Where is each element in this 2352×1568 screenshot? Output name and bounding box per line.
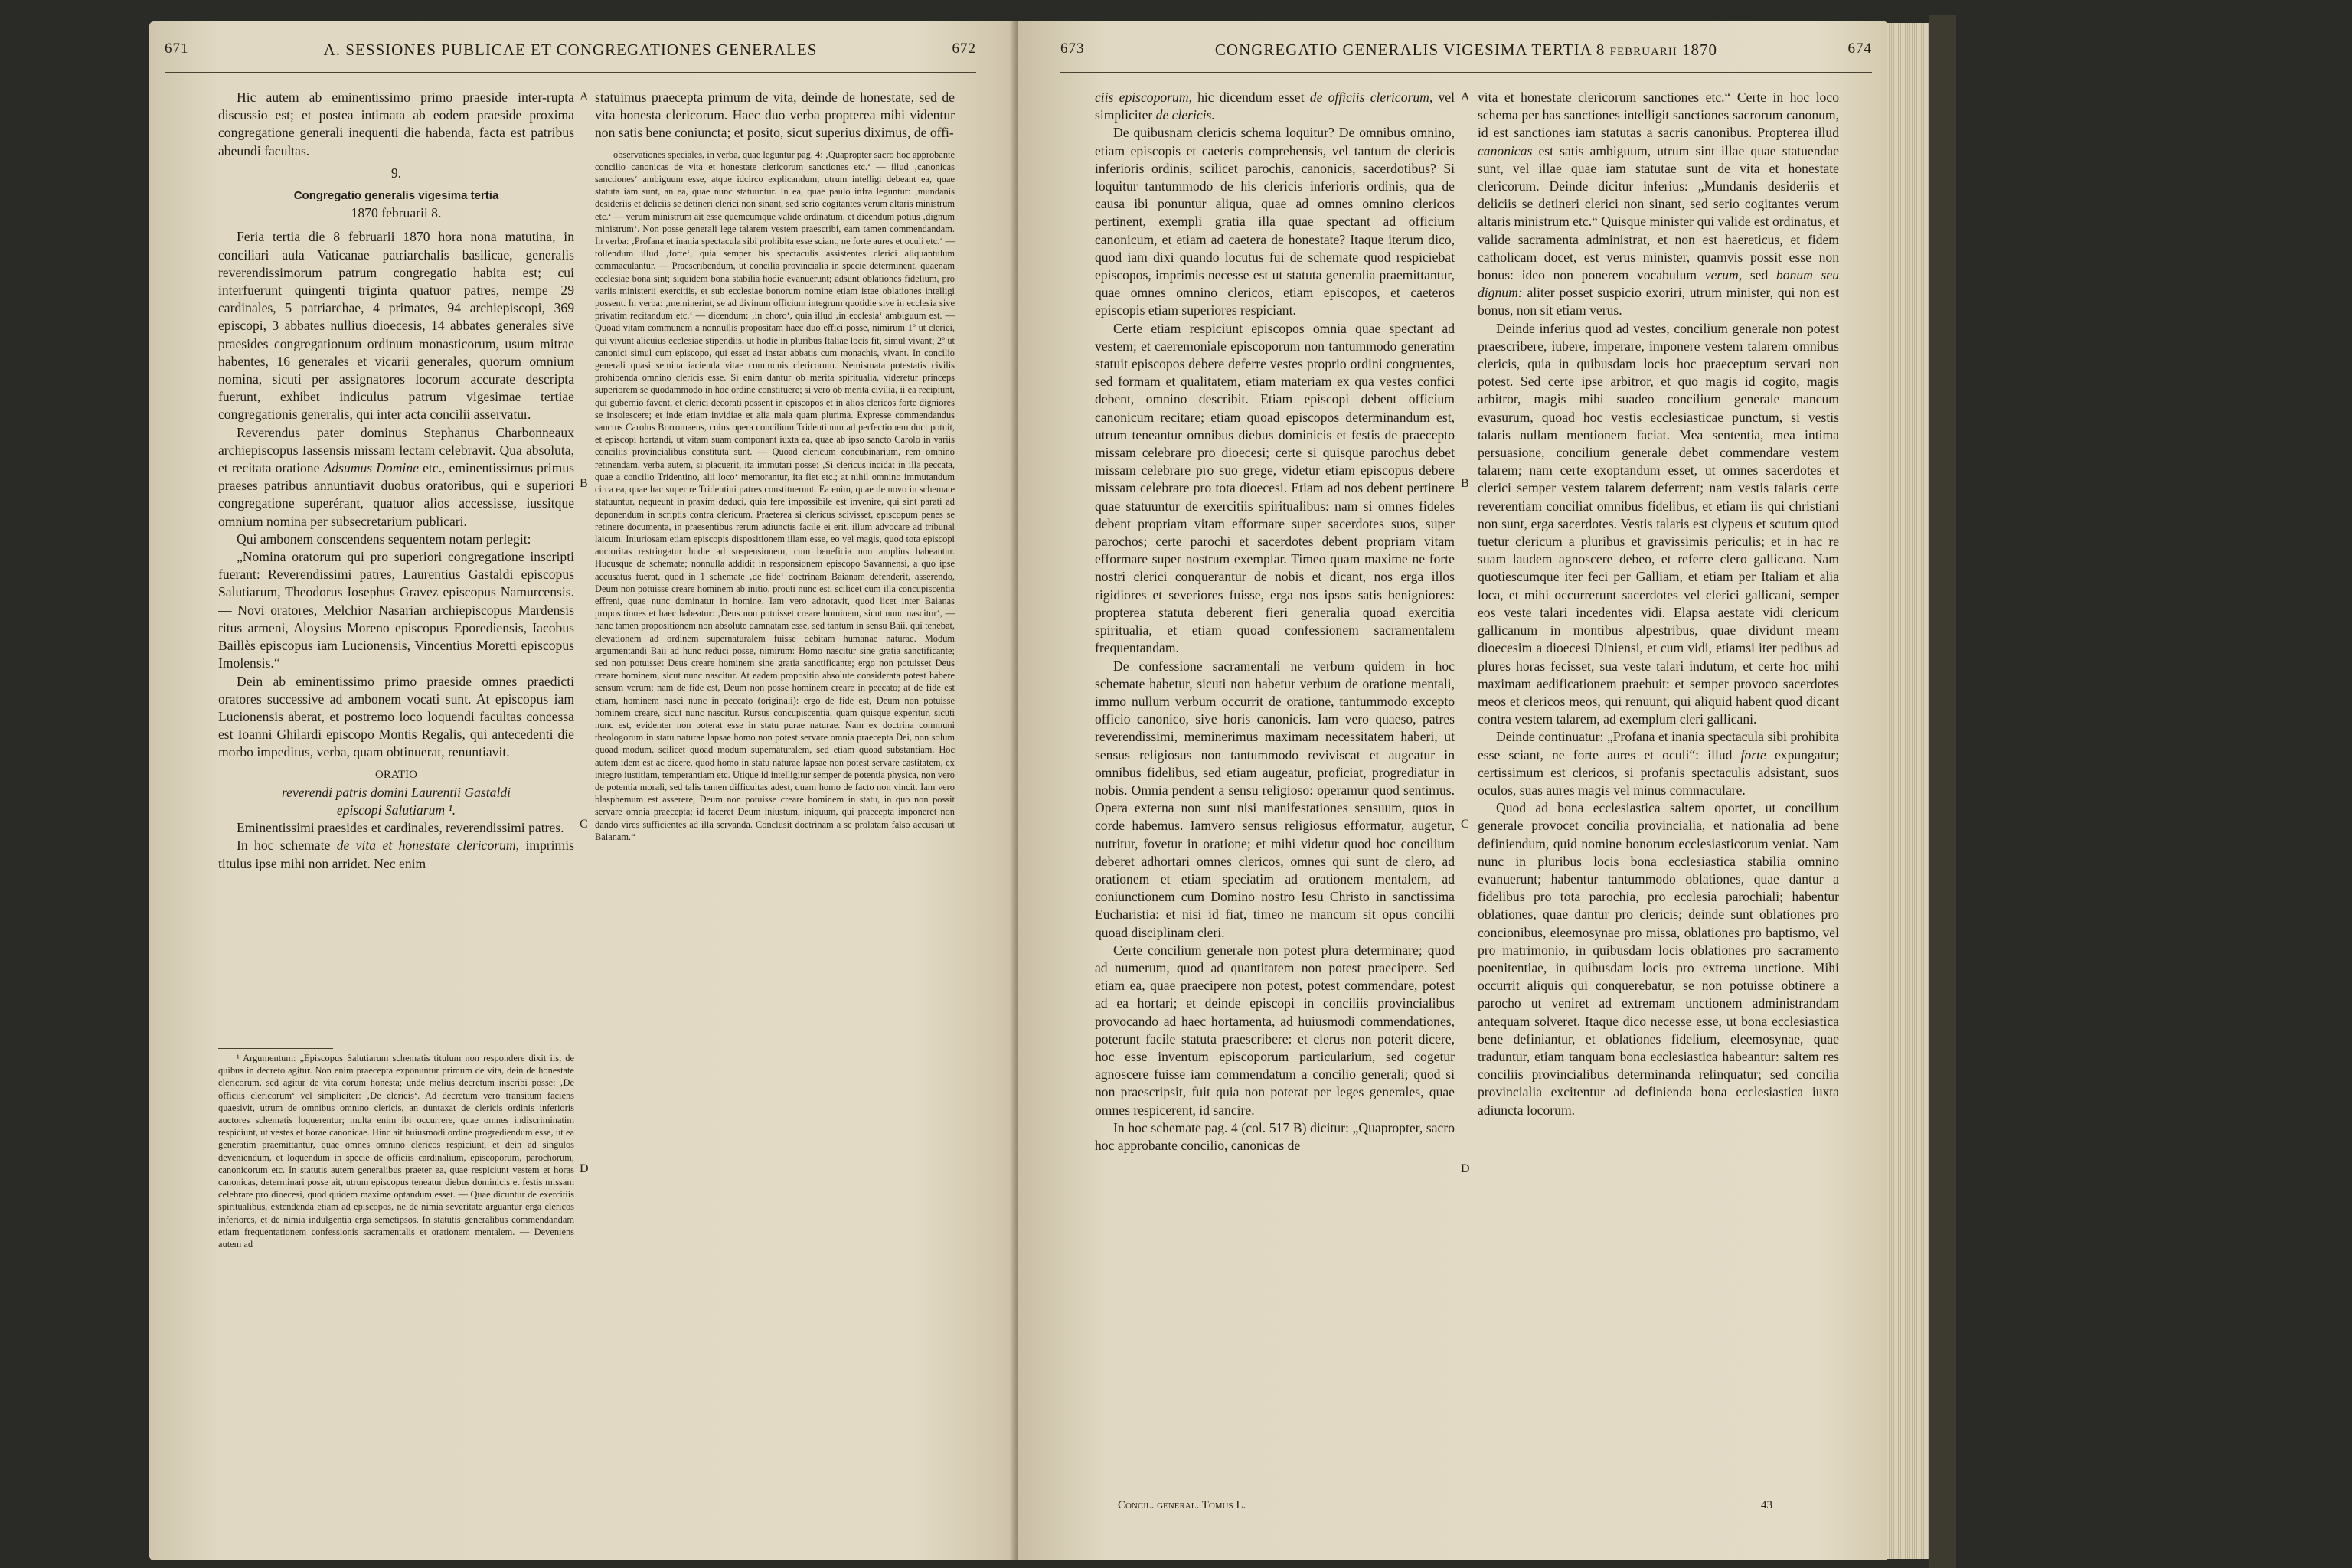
margin-mark-d: D xyxy=(1461,1162,1470,1175)
paragraph: Eminentissimi praesides et cardinales, reverendissimi patres. xyxy=(237,820,564,836)
paragraph: Qui ambonem conscendens sequentem notam perlegit: xyxy=(237,531,531,547)
margin-mark-c: C xyxy=(580,818,588,831)
footnote-text: ¹ Argumentum: „Episcopus Salutiarum schematis titulum non respondere dixit iis, de quibus in decreto agitur. Non enim praecepta exponuntur primum de vita, dein de honestate clericorum, sed agitur de vita eorum honesta; unde melius decretum inscribi posse: ‚De officiis clericorum‘ vel simpliciter: ‚De clericis‘. Ad decretum vero transitum faciens quaesivit, utrum de omnibus omnino clericis, an duntaxat de clericis ordinis inferioris auctores schematis loquerentur; multa enim ibi occurrere, quae omnes indiscriminatim respiciunt, ut vestes et horae canonicae. Hinc ait huiusmodi ordine progrediendum esse, ut ea generatim praemittantur, quae omnes omnino clericos respiciunt, et dein ad singulos deveniendum, et loquendum in specie de officiis cardinalium, episcoporum, parochorum, canonicorum etc. In statutis autem generalibus praeter ea, quae respiciunt vestem et horas canonicas, determinari posse ait, utrum episcopus teneatur diebus dominicis et festis missam celebrare pro dioecesi, quod quidem maxime optandum esset. — Quae dicuntur de exercitiis spiritualibus, extendenda etiam ad episcopos, ne de nimia severitate arguantur erga clericos inferiores, et de nimia indulgentia erga semetipsos. In statutis generalibus commendandam etiam frequentationem confessionis sacramentalis et orationem mentalem. — Deveniens autem ad xyxy=(218,1053,574,1250)
header-rule xyxy=(165,72,976,74)
right-page xyxy=(1018,21,1887,1560)
right-column-1 xyxy=(1095,89,1455,1505)
margin-mark-c: C xyxy=(1461,818,1469,831)
paragraph: Deinde continuatur: „Profana et inania spectacula sibi prohibita esse sciant, ne forte aures et oculi“: illud forte expungatur; certissimum est clericos, si profanis spectaculis adsistant, suos oculos, suas aures magis vel minus commaculare. xyxy=(1478,729,1839,798)
section-number: 9. xyxy=(390,165,402,181)
paragraph: De quibusnam clericis schema loquitur? De omnibus omnino, etiam episcopis et caeteris comprehensis, vel tantum de clericis inferioris ordinis, scilicet parochis, canonicis, sacerdotibus? Si loquitur tantummodo de his clericis inferioris ordinis, qua de causa ibi ponuntur aliqua, quae ad omnes omnino clericos pertinent, exempli gratia illa quae spectant ad officium canonicum, et etiam ad caetera de honestate? Itaque iterum dico, quod iam dixi quando locutus fui de schemate quod respiciebat episcopos, imprimis necesse est ut statuta generalia praemittantur, quae omnes omnino clericos, etiam episcopos, et caeteros episcopis etiam superiores respiciant. xyxy=(1095,125,1455,318)
intro-paragraph: Hic autem ab eminentissimo primo praeside inter-rupta discussio est; et postea intimata ab eodem praeside proxima congregatione generali inequenti die habenda, facta est patribus abeundi facultas. xyxy=(218,90,574,158)
footnote-block xyxy=(218,1044,574,1472)
left-column-1 xyxy=(218,89,574,1038)
margin-mark-d: D xyxy=(580,1162,589,1175)
margin-mark-b: B xyxy=(1461,477,1469,490)
paragraph: Certe etiam respiciunt episcopos omnia quae spectant ad vestem; et caeremoniale episcoporum non tantummodo generatim statuit episcopos debere deferre vestes proprio ordini congruentes, sed formam et qualitatem, etiam materiam ex qua vestes confici debent, omnino describit. Etiam episcopi debent officium canonicum recitare; etiam quoad episcopos determinandum est, utrum teneantur omnibus diebus dominicis et festis de praecepto missam celebrare pro dioecesi; certe si quisque parochus debet missam celebrare pro suo grege, videtur etiam episcopus debere missam celebrare pro tota dioecesi. Etiam ad nos debent pertinere quae statuuntur de exercitiis spiritualibus: nam si omnes fideles debent propriam vitam efformare super sacerdotes suos, super parochos; certe parochi et sacerdotes debent propriam vitam efformare super nostrum exemplar. Timeo quam maxime ne forte nostri clerici conquerantur de nobis et dicant, nos erga illos rigidiores et severiores fuisse, erga nos ipsos satis benigniores: propterea statuta deberent fieri generalia quoad exercitia spiritualia, et etiam quoad confessionem sacramentalem frequentandam. xyxy=(1095,320,1455,656)
paragraph: Feria tertia die 8 februarii 1870 hora nona matutina, in conciliari aula Vaticanae patriarchalis basilicae, generalis reverendissimorum patrum congregatio habita est; cui interfuerunt quingenti triginta quatuor patres, nempe 29 cardinales, 5 patriarchae, 4 primates, 94 archiepiscopi, 369 episcopi, 3 abbates nullius dioecesis, 14 abbates generales sive praesides congregationum ordinum monasticorum, usum mitrae habentes, 16 generales et vicarii generales, quorum omnium nomina, sicuti per assignatores locorum accurate descripta fuerunt, exhibet indiculus patrum vigesimae tertiae congregationis generalis, qui inter acta concilii asservatur. xyxy=(218,229,574,423)
left-running-head xyxy=(165,41,976,71)
margin-mark-a: A xyxy=(580,90,589,103)
paragraph: In hoc schemate de vita et honestate clericorum, imprimis titulus ipse mihi non arridet. Nec enim xyxy=(218,838,574,871)
header-rule xyxy=(1060,72,1872,74)
oratio-heading: ORATIO xyxy=(375,768,417,781)
paragraph: In hoc schemate pag. 4 (col. 517 B) dicitur: „Quapropter, sacro hoc approbante concilio, canonicas de xyxy=(1095,1119,1455,1153)
right-running-title: CONGREGATIO GENERALIS VIGESIMA TERTIA 8 februarii 1870 xyxy=(1214,41,1718,59)
page-number-673: 673 xyxy=(1060,41,1085,57)
orator-line-2: episcopi Salutiarum ¹. xyxy=(336,802,456,818)
paragraph: De confessione sacramentali ne verbum quidem in hoc schemate habetur, sicuti non habetur verbum de oratione mentali, immo nullum verbum occurrit de oratione, tantummodo excepto officio canonico, sive horis canonicis. Iam vero quaeso, patres reverendissimi, meminerimus maximam necessitatem haberi, ut sensus religiosus non tantummodo reviviscat et augeatur in omnibus fidelibus, sed etiam augeatur, proficiat, progrediatur in nobis. Omnia pendent a sensu religioso: operamur quod sentimus. Opera externa non sunt nisi manifestationes sensuum, quos in corde habemus. Iamvero sensus religiosus efformatur, augetur, nutritur, fovetur in oratione; et mihi videtur quod hoc concilium deberet adhortari omnes clericos, omnes qui sunt de clero, ad orationem et etiam speciatim ad orationem mentalem, ad coniunctionem cum Domino nostro Iesu Christo in sanctissima Eucharistia: et nisi id fiat, timeo ne mancum sit opus concilii quoad disciplinam cleri. xyxy=(1095,658,1455,940)
orator-line-1: reverendi patris domini Laurentii Gastaldi xyxy=(281,784,511,800)
right-running-head xyxy=(1060,41,1872,71)
page-block-edge xyxy=(1887,23,1929,1559)
margin-mark-b: B xyxy=(580,477,588,490)
footnote-continued: observationes speciales, in verba, quae leguntur pag. 4: ‚Quapropter sacro hoc approbante concilio canonicas de vita et honestate clericorum sanctiones etc.‘ — illud ‚canonicas sanctiones‘ ambiguum esse, atque idcirco explicandum, utrum intelligi debeant ea, quae statuta iam sunt, an ea, quae nunc statuuntur. In ea, quae paulo infra leguntur: ‚mundanis desideriis et deliciis se detineri clerici non sinant, sed serio cogitantes verum altaris ministrum etc.‘ — verum ministrum ait esse quemcumque valide ordinatum, et dicendum potius ‚dignum ministrum‘. Non posse generali lege talarem vestem praescribi, eam tamen commendandam. In verba: ‚Profana et inania spectacula sibi prohibita esse sciant, ne forte aures et oculi etc.‘ — tollendum illud ‚forte‘, quia semper his spectaculis assistentes clerici aliquantulum commaculantur. — Praescribendum, ut concilia provincialia in specie determinent, quaenam ecclesiae bona sint; siquidem bona stabilia hodie evanuerunt; adsunt oblationes fidelium, pro variis ministerii exercitiis, et sub ecclesiae bonorum nomine etiam istae oblationes intelligi possent. In verba: ‚meminerint, se ad divinum officium integrum quotidie sive in ecclesia sive privatim recitandum etc.‘ — dicendum: ‚in choro‘, quia illud ‚in ecclesia‘ ambiguum est. — Quoad vitam communem a nonnullis propositam haec duo effici posse, nimirum 1º ut clerici, qui vivunt alicuius ecclesiae stipendiis, ut hodie in pluribus Italiae locis fit, simul vivant; 2º ut canonici simul cum episcopo, qui esset ad instar abbatis cum monachis, vivant. In concilio generali quasi semina iacienda vitae communis clericorum. Nemismata potestatis civilis prohibenda omnino clericis esse. Si enim dantur ob merita spiritualia, videretur princeps superiorem se quodammodo in hoc ordine constituere; si vero ob merita civilia, ii ea recipiunt, qui gubernio favent, et clerici decorati possent in episcopos et in alios clericos forte digniores se insolescere; et inde etiam invidiae et alia mala quam plurima. Expresse commendandus sanctus Carolus Borromaeus, cuius opera concilium Tridentinum ad perfectionem duci potuit, et episcopi hortandi, ut vitam suam componant iuxta ea, quae ab ipso sancto Carolo in variis conciliis provincialibus constituta sunt. — Quoad clericum concubinarium, rem omnino retinendam, verba autem, si placuerit, ita immutari posse: ‚Si clericus incidat in illa peccata, quae a concilio Tridentino, alii loco‘ memorantur, ita fiet etc.; at nihil omnino immutandum circa ea, quae hac super re Tridentini patres constituerunt. Ea enim, quae de novo in schemate statuuntur, nequeunt in praxim deduci, quia fere impossibile est invenire, qui sint parati ad deponendum in scriptis contra clericum. Praeterea si clericus scivisset, episcopum penes se retinere documenta, in praesentibus rerum adiunctis facile ei erit, illum advocare ad tribunal laicum. Iniuriosam etiam episcopis dispositionem illam esse, eo vel magis, quod tota episcopi auctoritas restringatur hodie ad suspensionem, cum beneficia non amplius habeantur. Hucusque de schemate; nonnulla addidit in responsionem episcopo Savannensi, a quo ipse accusatus fuerat, quod in 1 schemate ‚de fide‘ doctrinam Baianam defenderit, asserendo, Deum non potuisse creare hominem ab initio, prouti nunc est, scilicet cum illa concupiscentia effreni, quae nunc dominatur in homine. Iam vero adnotavit, quod licet inter Baianas propositiones et haec habeatur: ‚Deus non potuisset creare hominem, sicut nunc nascitur‘, — hanc tamen propositionem non absolute damnatam esse, sed tantum in sensu Baii, qui tenebat, elevationem ad ordinem supernaturalem fuisse debitam humanae naturae. Modum argumentandi Baii ad hunc reduci posse, nimirum: Homo nascitur sine gratia sanctificante; sed non potuisset Deus creare hominem sine gratia sanctificante; ergo non potuisset Deus creare hominem, sicut nunc nascitur. At eadem propositio absolute considerata potest habere sensum verum; nam de fide est, Deum non posse hominem creare in peccato; at de fide est etiam, hominem nasci nunc in peccato (originali): ergo de fide est, Deum non potuisse hominem creare, sicut nunc nascitur. Rursus concupiscentia, quam quisque experitur, sicuti nunc est, evidenter non poterat esse in statu purae naturae. Nam ex doctrina communi theologorum in statu naturae lapsae homo non potest servare omnia praecepta Dei, non solum quoad modum, scilicet quoad modum supernaturalem, sed etiam quoad substantiam. Hoc autem idem est ac dicere, quod homo in statu naturae lapsae non potest servare castitatem, ex integro iustitiam, temperantiam etc. Utique id intelligitur semper de potentia physica, non vero de potentia morali, sed talis tamen difficultas adest, quam homo de facto non vincit. Iam vero blasphemum est asserere, Deum non potuisse creare hominem in statu, in quo non possit servare omnia praecepta; id faceret Deum iniustum, iniquum, qui praecepta imponeret non dando vires sufficientes ad illa servanda. Conclusit doctrinam a se prolatam falso accusari ut Baianam.“ xyxy=(595,149,955,842)
page-number-674: 674 xyxy=(1847,41,1872,57)
quoted-list: „Nomina oratorum qui pro superiori congregatione inscripti fuerant: Reverendissimi patres, Laurentius Gastaldi episcopus Salutiarum, Theodorus Iosephus Gravez episcopus Namurcensis. — Novi oratores, Melchior Nasarian archiepiscopus Mardensis ritus armeni, Aloysius Moreno episcopus Eporediensis, Iacobus Baillès episcopus iam Lucionensis, Vincentius Moretti episcopus Imolensis.“ xyxy=(218,549,574,671)
section-date: 1870 februarii 8. xyxy=(351,205,442,221)
left-column-2 xyxy=(595,89,955,1482)
left-page xyxy=(149,21,1018,1560)
footer-volume: Concil. general. Tomus L. xyxy=(1118,1499,1246,1511)
paragraph: Certe concilium generale non potest plura determinare; quod ad numerum, quod ad quantitatem non potest praecipere. Sed etiam ea, quae praecipere non potest, potest commendare, potest ad ea hortari; et deinde episcopi in conciliis provincialibus provocando ad haec hortamenta, ad huiusmodi commendationes, poterunt facile statuta praescribere: et clerus non poterit dicere, hoc esse inventum episcoporum particularium, sed cogetur agnoscere fuisse iam commendatum a concilio generali; quod si non praescripsit, fuit quia non poterat per leges generales, quae omnes respicerent, id sancire. xyxy=(1095,942,1455,1118)
paragraph: ciis episcoporum, hic dicendum esset de officiis clericorum, vel simpliciter de clericis. xyxy=(1095,90,1455,123)
left-running-title: A. SESSIONES PUBLICAE ET CONGREGATIONES GENERALES xyxy=(323,41,818,59)
paragraph: Quod ad bona ecclesiastica saltem oportet, ut concilium generale provocet concilia provincialia, et nationalia ad bene definiendum, quid nomine bonorum ecclesiasticorum veniat. Nam nunc in pluribus locis bona ecclesiastica stabilia omnino evanuerunt; habentur tantummodo oblationes, quae dantur a fidelibus pro tota parochia, pro ecclesia parochiali; habentur oblationes, quae dantur pro clericis; deinde sunt oblationes pro concionibus, eleemosynae pro missa, oblationes pro baptismo, vel pro matrimonio, in quibusdam locis oblationes pro sacramento poenitentiae, in quibusdam locis pro extrema unctione. Mihi occurrit aliquis qui conquerebatur, se non potuisse obtinere a parocho ut veniret ad extremam unctionem administrandam antequam solveret. Itaque dico necesse esse, ut bona ecclesiastica bene definiantur, et oblationes fidelium, eleemosynae, quae traduntur, etiam tanquam bona ecclesiastica habeantur: saltem res conciliis provincialibus determinanda relinquatur; sed concilia provincialia excitentur ad definienda bona ecclesiastica iuxta adiuncta locorum. xyxy=(1478,800,1839,1118)
paragraph: Reverendus pater dominus Stephanus Charbonneaux archiepiscopus Iassensis missam lectam celebravit. Qua absoluta, et recitata oratione Adsumus Domine etc., eminentissimus primus praeses patribus annuntiavit duobus oratoribus, qui e superiori congregatione superérant, quatuor alios accessisse, iussitque omnium nomina per subsecretarium publicari. xyxy=(218,424,574,529)
page-number-672: 672 xyxy=(952,41,976,57)
paragraph: Deinde inferius quod ad vestes, concilium generale non potest praescribere, iubere, imperare, imponere vestem talarem omnibus clericis, quia in quibusdam locis hoc praeceptum servari non potest. Sed certe ipse arbitror, et quo magis id cogito, magis arbitror, magis mihi suadeo concilium generale mancum evasurum, quoad hoc vestis ecclesiasticae punctum, si vestis talaris nullam mentionem faciat. Mea sententia, mea intima persuasione, concilium generale debet commendare vestem talarem; nam certe exoptandum esset, ut omnes sacerdotes et clerici semper vestem talarem deferrent; nam vestis talaris certe reverentiam conciliat omnibus fidelibus, et etiam iis qui christiani non sunt, erga sacerdotes. Vestis talaris est clypeus et scutum quod tuetur clericum a pluribus et gravissimis periculis; et in hac re suam laudem agnoscere debeo, et referre clero gallicano. Nam quotiescumque iter feci per Galliam, et etiam per Italiam et alia loca, et mihi occurrerunt sacerdotes vel clerici gallicani, semper eos veste talari incedentes vidi. Elapsa aestate vidi clericum gallicanum in montibus alpestribus, quae dividunt meam dioecesim a dioecesi Diniensi, et cum vidi, etiamsi iter pedibus ad plures horas fecisset, sua veste talari indutum, et certe hoc mihi maximam aedificationem praebuit: et semper provoco sacerdotes meos et clericos meos, qui renuunt, qui aliquid habent quod dicant contra vestem talarem, ad exemplum cleri gallicani. xyxy=(1478,320,1839,727)
footnote-rule xyxy=(218,1048,333,1049)
paragraph: Dein ab eminentissimo primo praeside omnes praedicti oratores successive ad ambonem vocati sunt. At episcopus iam Lucionensis aberat, et postremo loco loquendi facultas concessa est Ioanni Ghilardi episcopo Montis Regalis, qui antecedenti die morbo impeditus, verba, quam obtinuerat, renuntiavit. xyxy=(218,673,574,760)
footer-signature: 43 xyxy=(1761,1499,1772,1511)
paragraph: vita et honestate clericorum sanctiones etc.“ Certe in hoc loco schema per has sanctiones intelligit sanctiones sacrorum canonum, id est sanctiones iam statutas a sacris canonibus. Propterea illud canonicas est satis ambiguum, utrum sint illae quae statuendae sunt, vel illae quae iam statutae sunt de vita et honestate clericorum. Deinde dicitur inferius: „Mundanis desideriis et deliciis se detineri clerici non sinant, sed serio cogitantes verum altaris ministrum etc.“ Quisque minister qui valide est ordinatus, et valide sacramenta administrat, et non est haereticus, et fidem catholicam docet, est verus minister, quamvis possit esse non bonus: ideo non ponerem vocabulum verum, sed bonum seu dignum: aliter posset suspicio exoriri, utrum minister, qui non est bonus, non sit etiam verus. xyxy=(1478,90,1839,318)
paragraph: statuimus praecepta primum de vita, deinde de honestate, sed de vita honesta clericorum. Haec duo verba propterea mihi videntur non satis bene coniuncta; et posito, sicut superius diximus, de offi- xyxy=(595,90,955,141)
page-number-671: 671 xyxy=(165,41,189,57)
section-heading: Congregatio generalis vigesima tertia xyxy=(293,189,499,203)
book-cover-edge xyxy=(1929,15,1956,1568)
margin-mark-a: A xyxy=(1461,90,1470,103)
right-column-2 xyxy=(1478,89,1839,1505)
